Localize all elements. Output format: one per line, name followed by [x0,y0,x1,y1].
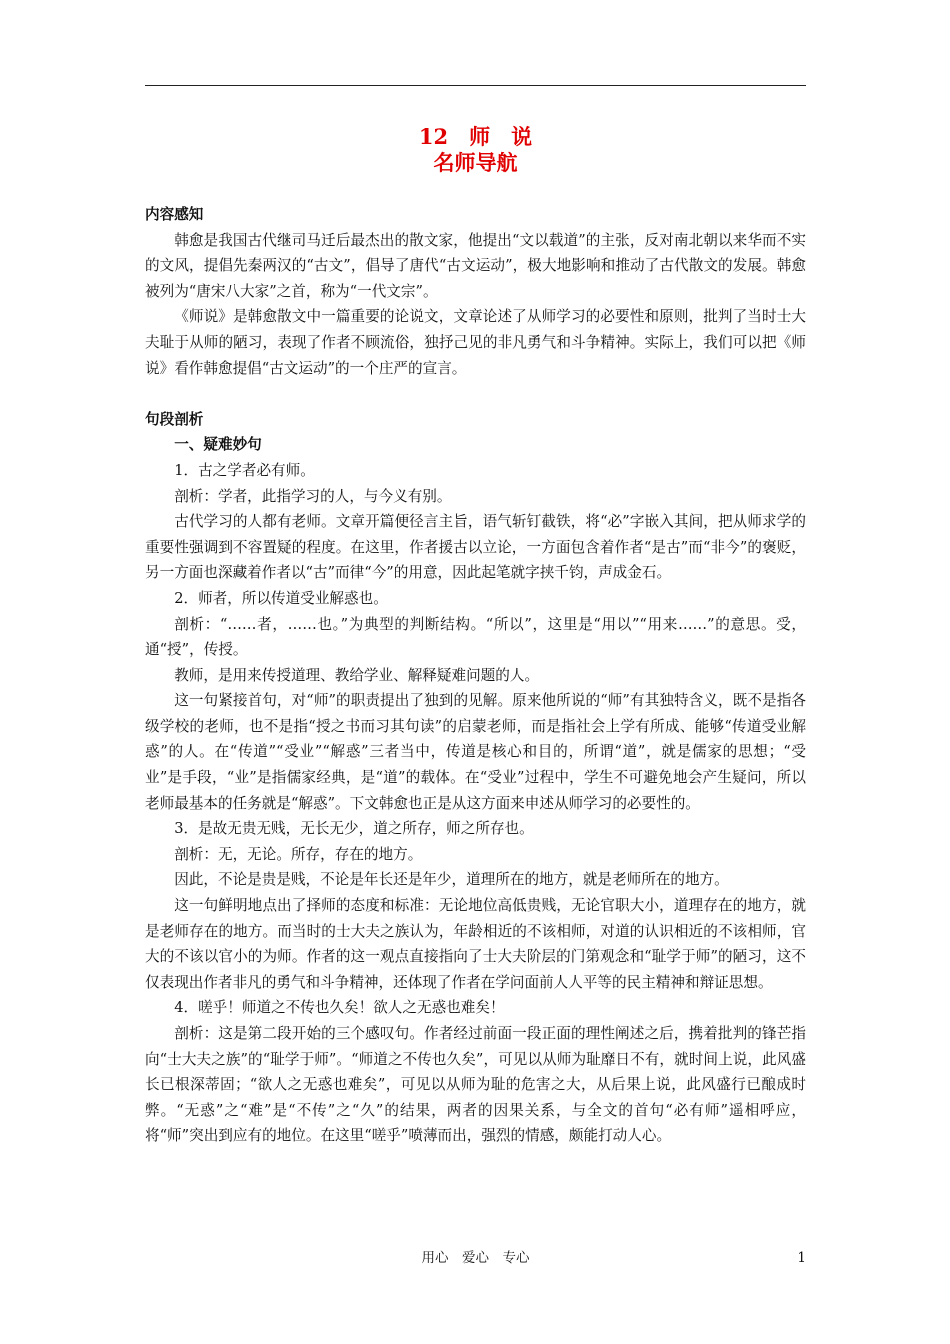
paragraph: 《师说》是韩愈散文中一篇重要的论说文，文章论述了从师学习的必要性和原则，批判了当时士大夫耻于从师的陋习，表现了作者不顾流俗，独抒己见的非凡勇气和斗争精神。实际上，我们可以把《师说》看作韩愈提倡“古文运动”的一个庄严的宣言。 [145,308,806,377]
header-rule [145,85,806,86]
lesson-title: 12 师 说 [418,124,533,149]
page-number: 1 [797,1250,806,1266]
spacer [145,381,806,407]
analysis-paragraph: 剖析：“……者，……也。”为典型的判断结构。“所以”，这里是“用以”“用来……”的意思。受，通“授”，传授。 [145,615,806,659]
sentence-item: 1．古之学者必有师。 [174,461,315,479]
section-title: 名师导航 [433,150,518,175]
document-body [145,202,806,1149]
heading-content-perception: 内容感知 [145,206,204,223]
sentence-item: 2．师者，所以传道受业解惑也。 [174,589,388,607]
paragraph: 因此，不论是贵是贱，不论是年长还是年少，道理所在的地方，就是老师所在的地方。 [174,871,729,889]
paragraph: 教师，是用来传授道理、教给学业、解释疑难问题的人。 [174,666,540,684]
sentence-item: 4．嗟乎！师道之不传也久矣！欲人之无惑也难矣！ [174,999,505,1017]
paragraph: 古代学习的人都有老师。文章开篇便径言主旨，语气斩钉截铁，将“必”字嵌入其间，把从师求学的重要性强调到不容置疑的程度。在这里，作者援古以立论，一方面包含着作者“是古”而“非今”的褒贬，另一方面也深藏着作者以“古”而律“今”的用意，因此起笔就字挟千钧，声成金石。 [145,513,806,582]
analysis-paragraph: 剖析：无，无论。所存，存在的地方。 [174,845,423,863]
footer-motto: 用心 爱心 专心 [421,1250,530,1266]
paragraph: 这一句紧接首句，对“师”的职责提出了独到的见解。原来他所说的“师”有其独特含义，既不是指各级学校的老师，也不是指“授之书而习其句读”的启蒙老师，而是指社会上学有所成、能够“传道受业解惑”的人。在“传道”“受业”“解惑”三者当中，传道是核心和目的，所谓“道”，就是儒家的思想；“受业”是手段，“业”是指儒家经典，是“道”的载体。在“受业”过程中，学生不可避免地会产生疑问，所以老师最基本的任务就是“解惑”。下文韩愈也正是从这方面来申述从师学习的必要性的。 [145,692,806,812]
subheading-difficult-sentences: 一、疑难妙句 [174,436,262,454]
analysis-paragraph: 剖析：学者，此指学习的人，与今义有别。 [174,487,452,505]
analysis-paragraph: 剖析：这是第二段开始的三个感叹句。作者经过前面一段正面的理性阐述之后，携着批判的锋芒指向“士大夫之族”的“耻学于师”。“师道之不传也久矣”，可见以从师为耻靡日不有，就时间上说，此风盛长已根深蒂固；“欲人之无惑也难矣”，可见以从师为耻的危害之大，从后果上说，此风盛行已酿成时弊。“无惑”之“难”是“不传”之“久”的结果，两者的因果关系，与全文的首句“必有师”遥相呼应，将“师”突出到应有的地位。在这里“嗟乎”喷薄而出，强烈的情感，颇能打动人心。 [145,1025,806,1145]
paragraph: 这一句鲜明地点出了择师的态度和标准：无论地位高低贵贱，无论官职大小，道理存在的地方，就是老师存在的地方。而当时的士大夫之族认为，年龄相近的不该相师，对道的认识相近的不该相师，官大的不该以官小的为师。作者的这一观点直接指向了士大夫阶层的门第观念和“耻学于师”的陋习，这不仅表现出作者非凡的勇气和斗争精神，还体现了作者在学问面前人人平等的民主精神和辩证思想。 [145,897,806,991]
paragraph: 韩愈是我国古代继司马迁后最杰出的散文家，他提出“文以载道”的主张，反对南北朝以来华而不实的文风，提倡先秦两汉的“古文”，倡导了唐代“古文运动”，极大地影响和推动了古代散文的发展。韩愈被列为“唐宋八大家”之首，称为“一代文宗”。 [145,231,806,300]
heading-sentence-analysis: 句段剖析 [145,410,204,428]
sentence-item: 3．是故无贵无贱，无长无少，道之所存，师之所存也。 [174,820,534,838]
